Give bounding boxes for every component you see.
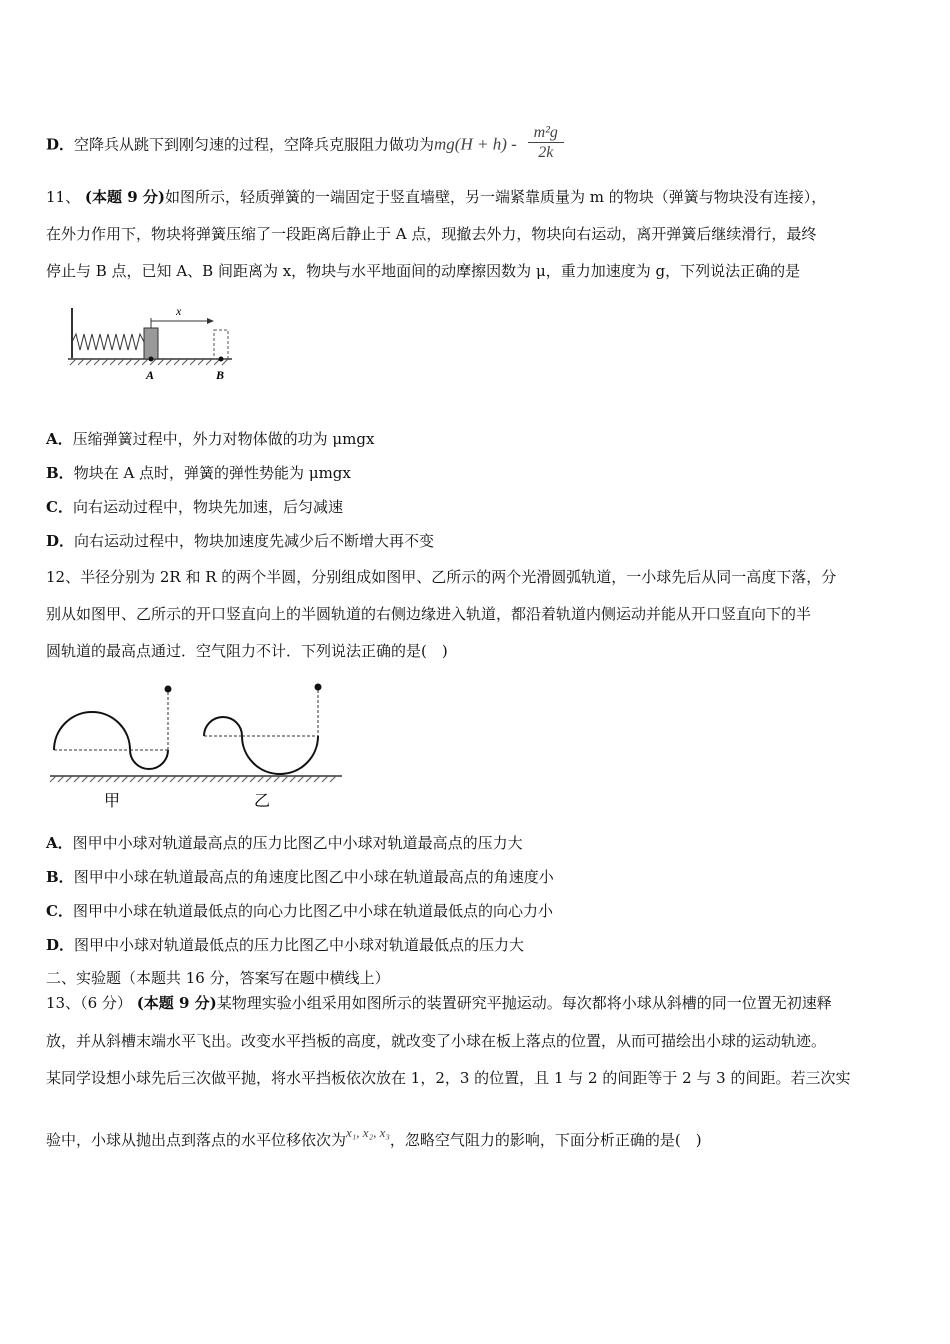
option-label: B． [46, 464, 74, 482]
jia-ball [165, 686, 172, 693]
jia-lower-arc [130, 750, 168, 769]
q11-option-a [46, 429, 374, 449]
point-a [149, 357, 154, 362]
stem-text-end: ，忽略空气阻力的影响，下面分析正确的是( ) [389, 1131, 702, 1149]
semicircle-track-figure [46, 678, 346, 818]
q12-option-d [46, 935, 524, 955]
arrow-head [207, 318, 214, 324]
q11-option-c [46, 497, 343, 517]
question-score: (本题 9 分) [84, 188, 165, 206]
q11-stem-line-2: 在外力作用下，物块将弹簧压缩了一段距离后静止于 A 点，现撤去外力，物块向右运动，离开弹簧后继续滑行，最终 [46, 225, 817, 243]
q11-option-b [46, 463, 351, 483]
option-text: 空降兵从跳下到刚匀速的过程，空降兵克服阻力做功为 [74, 135, 435, 154]
question-number: 11、 [46, 188, 81, 206]
question-number: 13、（6 分） [46, 994, 132, 1012]
option-text: 图甲中小球对轨道最高点的压力比图乙中小球对轨道最高点的压力大 [72, 834, 523, 852]
spring-block-figure [62, 298, 242, 386]
option-label: B． [46, 868, 74, 886]
ground-hatch [50, 776, 336, 782]
point-b [219, 357, 224, 362]
q12-stem-line-1: 12、半径分别为 2R 和 R 的两个半圆，分别组成如图甲、乙所示的两个光滑圆弧轨道，一小球先后从同一高度下落，分 [46, 568, 837, 586]
label-yi: 乙 [254, 791, 271, 810]
block-at-a [144, 328, 158, 359]
section-heading: 二、实验题（本题共 16 分，答案写在题中横线上） [46, 969, 390, 987]
formula-left: mg(H + h) - [434, 134, 517, 154]
option-label: D． [46, 135, 75, 154]
block-at-b-dashed [214, 330, 228, 359]
option-text: 物块在 A 点时，弹簧的弹性势能为 μmgx [73, 464, 351, 482]
q13-stem-line-4 [46, 1125, 702, 1151]
fraction-numerator: m²g [528, 124, 564, 143]
option-label: A． [46, 834, 73, 852]
question-score: (本题 9 分) [136, 994, 217, 1012]
q12-option-a [46, 833, 523, 853]
q10-option-d [46, 126, 564, 165]
q13-stem-line-3: 某同学设想小球先后三次做平抛，将水平挡板依次放在 1，2，3 的位置，且 1 与 2 的间距等于 2 与 3 的间距。若三次实 [46, 1069, 851, 1087]
q11-stem-line-1 [46, 187, 826, 207]
yi-lower-arc [242, 736, 318, 774]
stem-text: 某物理实验小组采用如图所示的装置研究平抛运动。每次都将小球从斜槽的同一位置无初速释 [216, 994, 832, 1012]
q12-option-c [46, 901, 553, 921]
option-label: A． [46, 430, 73, 448]
option-text: 向右运动过程中，物块加速度先减少后不断增大再不变 [74, 532, 435, 550]
q13-stem-line-1 [46, 993, 832, 1013]
label-x: x [176, 304, 182, 318]
spring [72, 334, 144, 350]
q12-stem-line-2: 别从如图甲、乙所示的开口竖直向上的半圆轨道的右侧边缘进入轨道，都沿着轨道内侧运动并能从开口竖直向下的半 [46, 605, 812, 623]
displacement-symbols: x₁, x₂, x₃ [346, 1125, 390, 1140]
option-label: C． [46, 498, 73, 516]
stem-text: 如图所示，轻质弹簧的一端固定于竖直墙壁，另一端紧靠质量为 m 的物块（弹簧与物块没有连接）， [164, 188, 827, 206]
option-label: D． [46, 532, 75, 550]
fraction-denominator: 2k [538, 144, 554, 161]
option-text: 图甲中小球在轨道最高点的角速度比图乙中小球在轨道最高点的角速度小 [73, 868, 554, 886]
option-text: 图甲中小球在轨道最低点的向心力比图乙中小球在轨道最低点的向心力小 [72, 902, 553, 920]
yi-upper-arc [204, 717, 242, 736]
option-label: D． [46, 936, 75, 954]
q12-stem-line-3: 圆轨道的最高点通过．空气阻力不计．下列说法正确的是( ) [46, 642, 448, 660]
q12-option-b [46, 867, 554, 887]
option-text: 压缩弹簧过程中，外力对物体做的功为 μmgx [72, 430, 375, 448]
label-a: A [146, 368, 155, 382]
stem-text: 验中，小球从抛出点到落点的水平位移依次为 [46, 1131, 347, 1149]
label-jia: 甲 [104, 791, 121, 810]
jia-upper-arc [54, 712, 130, 750]
formula-fraction [528, 124, 564, 163]
option-text: 图甲中小球对轨道最低点的压力比图乙中小球对轨道最低点的压力大 [74, 936, 525, 954]
option-label: C． [46, 902, 73, 920]
option-text: 向右运动过程中，物块先加速，后匀减速 [72, 498, 343, 516]
q13-stem-line-2: 放，并从斜槽末端水平飞出。改变水平挡板的高度，就改变了小球在板上落点的位置，从而可描绘出小球的运动轨迹。 [46, 1032, 827, 1050]
q11-option-d [46, 531, 434, 551]
q11-stem-line-3: 停止与 B 点，已知 A、B 间距离为 x，物块与水平地面间的动摩擦因数为 μ，重力加速度为 g，下列说法正确的是 [46, 262, 801, 280]
label-b: B [216, 368, 225, 382]
yi-ball [315, 684, 322, 691]
